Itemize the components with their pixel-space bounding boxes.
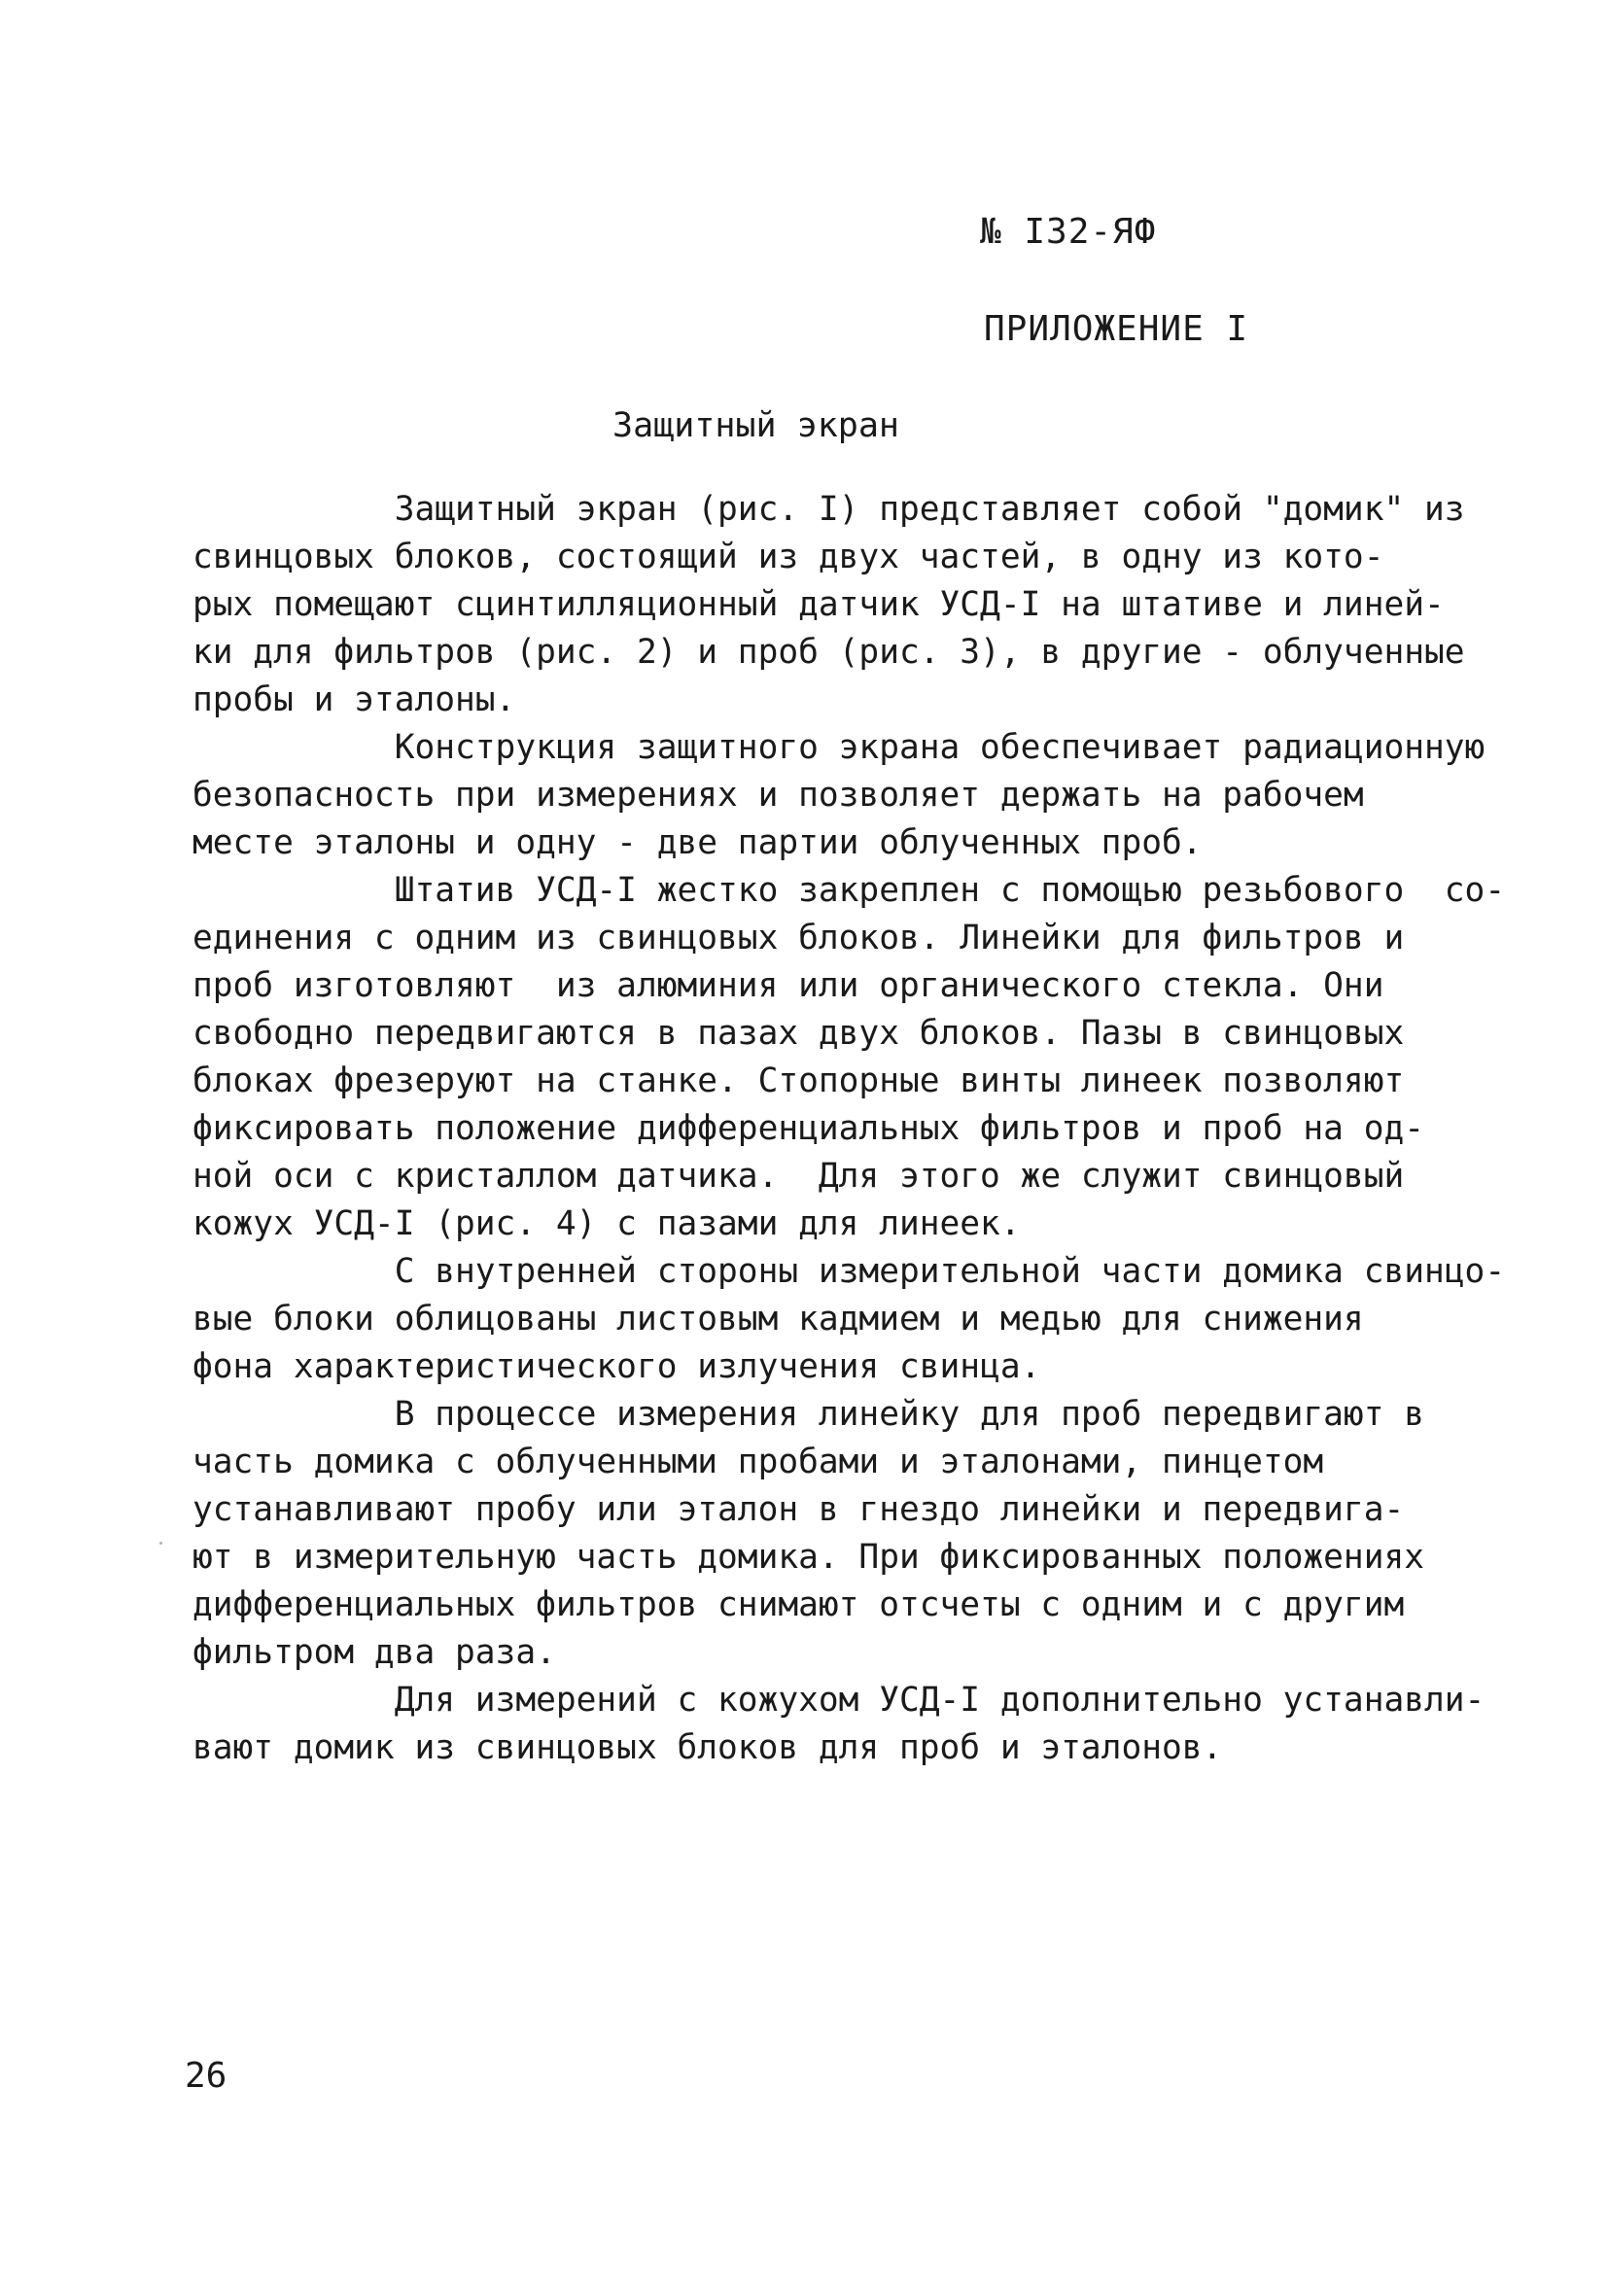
text-line: пробы и эталоны.	[192, 680, 516, 719]
paragraph	[192, 1677, 1486, 1772]
text-line: безопасность при измерениях и позволяет держать на рабочем	[192, 776, 1364, 815]
text-line: вые блоки облицованы листовым кадмием и медью для снижения	[192, 1300, 1364, 1339]
text-line: часть домика с облученными пробами и эталонами, пинцетом	[192, 1443, 1324, 1481]
text-line: устанавливают пробу или эталон в гнездо линейки и передвига-	[192, 1490, 1405, 1529]
text-line: месте эталоны и одну - две партии облученных проб.	[192, 823, 1203, 862]
paragraph	[192, 1391, 1447, 1677]
paragraph	[192, 867, 1506, 1248]
page-number: 26	[185, 2056, 227, 2096]
text-line: рых помещают сцинтилляционный датчик УСД-I на штативе и линей-	[192, 585, 1445, 624]
text-line: свинцовых блоков, состоящий из двух частей, в одну из кото-	[192, 538, 1384, 576]
text-line: фона характеристического излучения свинца.	[192, 1347, 1041, 1386]
scan-speck	[159, 1542, 162, 1545]
text-line: ют в измерительную часть домика. При фиксированных положениях	[192, 1538, 1425, 1577]
text-line: Защитный экран (рис. I) представляет собой "домик" из	[192, 490, 1465, 529]
text-line: проб изготовляют из алюминия или органического стекла. Они	[192, 966, 1384, 1005]
text-line: С внутренней стороны измерительной части домика свинцо-	[192, 1252, 1506, 1291]
text-line: единения с одним из свинцовых блоков. Линейки для фильтров и	[192, 919, 1405, 957]
text-line: В процессе измерения линейку для проб передвигают в	[192, 1395, 1425, 1434]
paragraph	[192, 486, 1465, 724]
text-line: дифференциальных фильтров снимают отсчеты с одним и с другим	[192, 1585, 1405, 1624]
section-title: Защитный экран	[612, 406, 900, 445]
text-line: фиксировать положение дифференциальных фильтров и проб на од-	[192, 1109, 1425, 1148]
text-line: свободно передвигаются в пазах двух блоков. Пазы в свинцовых	[192, 1014, 1405, 1053]
text-line: вают домик из свинцовых блоков для проб и эталонов.	[192, 1728, 1223, 1767]
text-line: кожух УСД-I (рис. 4) с пазами для линеек.	[192, 1204, 1021, 1243]
paragraph	[192, 724, 1486, 867]
text-line: Для измерений с кожухом УСД-I дополнительно устанавли-	[192, 1681, 1486, 1720]
text-line: Штатив УСД-I жестко закреплен с помощью резьбового со-	[192, 871, 1506, 910]
text-line: ки для фильтров (рис. 2) и проб (рис. 3), в другие - облученные	[192, 633, 1465, 672]
appendix-heading: ПРИЛОЖЕНИЕ I	[984, 309, 1249, 349]
document-number: № I32-ЯФ	[980, 212, 1157, 252]
text-line: блоках фрезеруют на станке. Стопорные винты линеек позволяют	[192, 1061, 1405, 1100]
body-text	[192, 486, 1506, 1772]
paragraph	[192, 1248, 1506, 1391]
text-line: ной оси с кристаллом датчика. Для этого же служит свинцовый	[192, 1157, 1405, 1196]
text-line: фильтром два раза.	[192, 1633, 556, 1672]
text-line: Конструкция защитного экрана обеспечивает радиационную	[192, 728, 1486, 767]
